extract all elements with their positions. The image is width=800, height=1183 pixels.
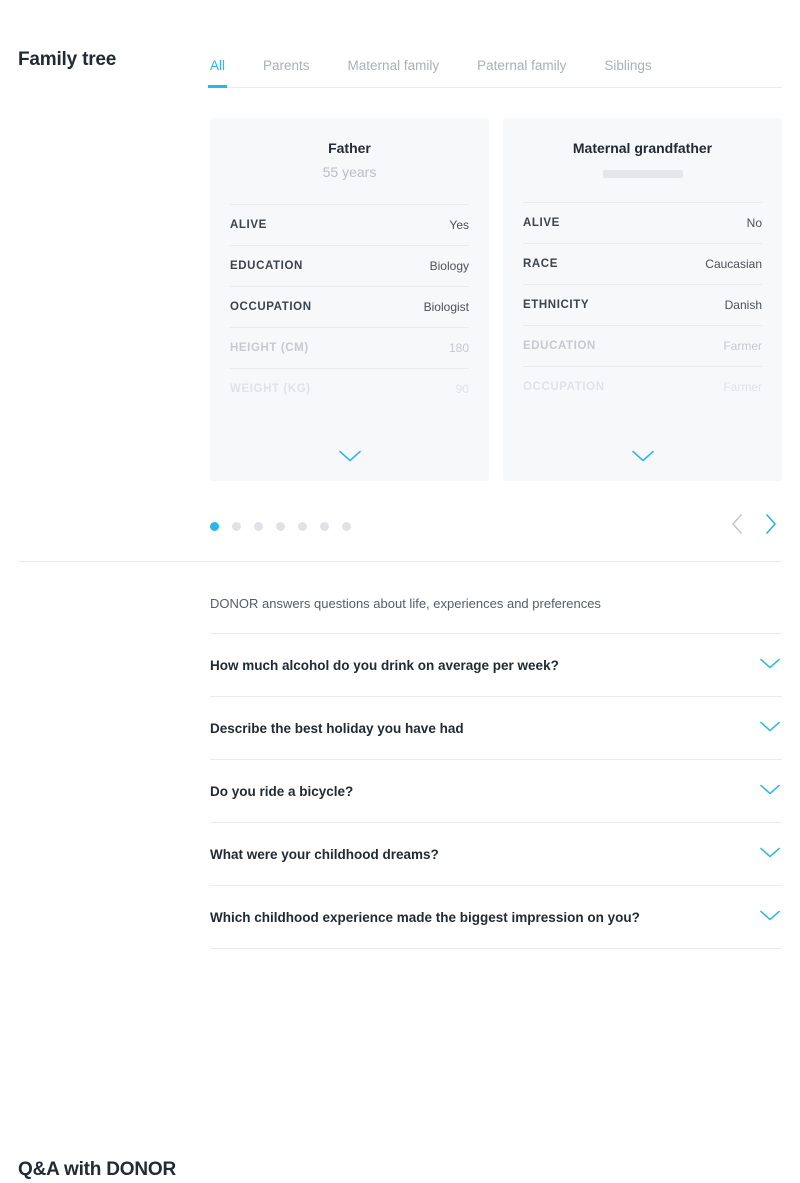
relative-cards-row [210,118,782,481]
tab-paternal-family[interactable]: Paternal family [477,58,567,73]
relative-attribute-row [230,245,469,286]
attribute-label: WEIGHT (KG) [230,383,311,395]
relative-card [210,118,489,481]
carousel-dot[interactable] [254,522,263,531]
qa-question-text: How much alcohol do you drink on average per week? [210,657,559,673]
qa-list [210,634,782,949]
qa-section-title: Q&A with DONOR [18,1159,176,1180]
family-tree-section [0,0,800,549]
qa-body [210,562,782,949]
chevron-down-icon [632,450,654,462]
tab-siblings[interactable]: Siblings [604,58,652,73]
relative-attribute-row [230,368,469,409]
qa-question-row[interactable] [210,634,782,697]
carousel-dot[interactable] [232,522,241,531]
chevron-down-icon[interactable] [760,845,782,863]
chevron-down-icon[interactable] [760,782,782,800]
attribute-value: Danish [724,298,762,312]
carousel-dots [210,522,351,531]
family-tree-tabs [210,30,782,88]
qa-question-row[interactable] [210,760,782,823]
relative-attribute-row [523,366,762,407]
tab-parents[interactable]: Parents [263,58,310,73]
relative-attribute-row [230,286,469,327]
qa-intro-text: DONOR answers questions about life, experiences and preferences [210,596,782,634]
attribute-value: 90 [455,382,469,396]
attribute-value: Yes [449,218,469,232]
carousel-dot[interactable] [342,522,351,531]
attribute-label: EDUCATION [523,340,596,352]
attribute-label: ETHNICITY [523,299,590,311]
attribute-value: 180 [448,341,469,355]
carousel-dot[interactable] [276,522,285,531]
page-title: Family tree [18,49,117,70]
relative-attribute-row [523,284,762,325]
attribute-label: OCCUPATION [230,301,312,313]
qa-question-text: Which childhood experience made the biggest impression on you? [210,909,640,925]
relative-card-age-placeholder [603,170,683,178]
qa-section [0,562,800,1180]
chevron-right-icon[interactable] [764,513,778,540]
chevron-down-icon[interactable] [760,908,782,926]
tab-all[interactable]: All [210,58,225,87]
relative-attribute-list [523,202,762,407]
qa-question-row[interactable] [210,697,782,760]
attribute-value: Biologist [423,300,469,314]
attribute-label: ALIVE [523,217,560,229]
relative-attribute-row [230,204,469,245]
relative-attribute-row [523,325,762,366]
relative-card [503,118,782,481]
carousel-dot[interactable] [210,522,219,531]
relative-attribute-list [230,204,469,409]
chevron-left-icon[interactable] [730,513,744,540]
attribute-label: RACE [523,258,558,270]
attribute-value: Caucasian [705,257,762,271]
attribute-label: OCCUPATION [523,381,605,393]
carousel-dot[interactable] [320,522,329,531]
tab-maternal-family[interactable]: Maternal family [347,58,440,73]
relative-attribute-row [523,243,762,284]
attribute-value: No [746,216,762,230]
relative-card-header [230,140,469,198]
carousel-arrows [730,513,782,540]
chevron-down-icon[interactable] [760,719,782,737]
relative-card-header [523,140,762,196]
attribute-label: ALIVE [230,219,267,231]
expand-card-button[interactable] [503,449,782,467]
relative-card-title: Maternal grandfather [572,140,713,156]
attribute-label: EDUCATION [230,260,303,272]
qa-question-text: Describe the best holiday you have had [210,720,464,736]
attribute-value: Farmer [723,380,762,394]
relative-attribute-row [523,202,762,243]
carousel-controls [210,503,782,549]
attribute-value: Farmer [723,339,762,353]
attribute-value: Biology [429,259,469,273]
chevron-down-icon [339,450,361,462]
relative-attribute-row [230,327,469,368]
attribute-label: HEIGHT (CM) [230,342,309,354]
qa-question-text: Do you ride a bicycle? [210,783,354,799]
expand-card-button[interactable] [210,449,489,467]
qa-question-text: What were your childhood dreams? [210,846,439,862]
relative-card-title: Father [328,140,371,156]
qa-question-row[interactable] [210,886,782,949]
chevron-down-icon[interactable] [760,656,782,674]
carousel-dot[interactable] [298,522,307,531]
qa-question-row[interactable] [210,823,782,886]
relative-card-age: 55 years [322,164,377,180]
